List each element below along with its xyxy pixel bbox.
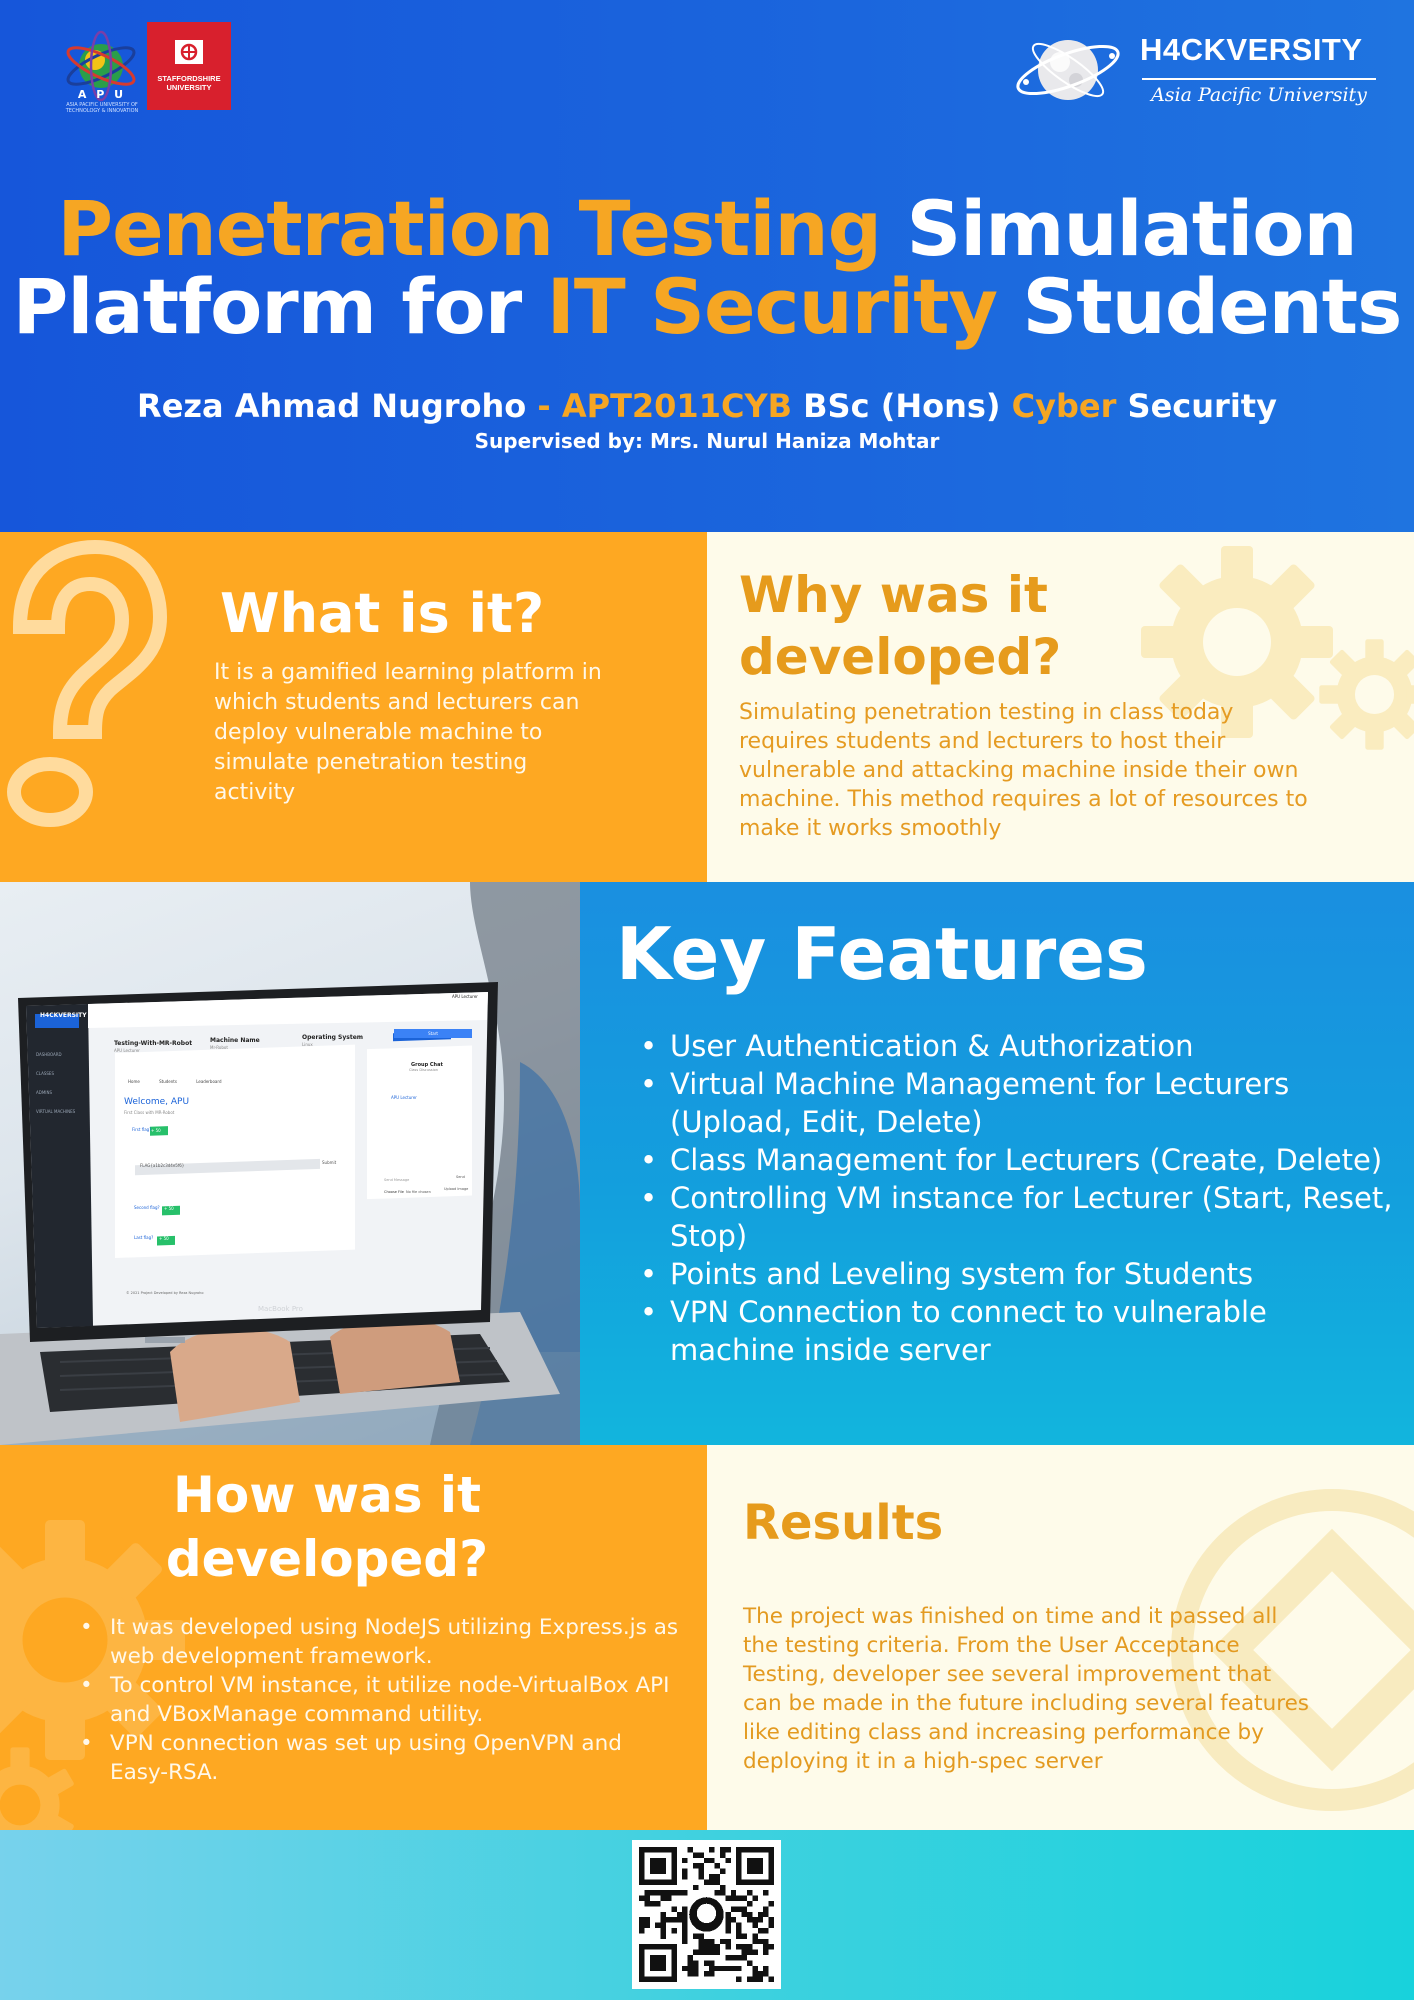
title-highlight-1: Penetration Testing bbox=[57, 184, 881, 273]
screen-chat-title: Group Chat bbox=[411, 1062, 443, 1068]
screen-send: Send bbox=[456, 1175, 465, 1179]
question-mark-icon bbox=[0, 532, 180, 832]
hackversity-title: H4CKVERSITY bbox=[1140, 32, 1363, 67]
how-heading-text: How was it developed? bbox=[165, 1466, 489, 1588]
screen-submit: Submit bbox=[322, 1160, 337, 1165]
screen-nav-classes: CLASSES bbox=[36, 1071, 54, 1076]
screen-class-name: Testing-With-MR-Robot bbox=[114, 1040, 193, 1047]
how-list bbox=[80, 1613, 680, 1787]
title-text-3: Students bbox=[997, 262, 1402, 351]
screen-tab-leaderboard: Leaderboard bbox=[196, 1079, 222, 1084]
features-heading: Key Features bbox=[616, 912, 1148, 996]
screen-user: APU Lecturer bbox=[452, 994, 478, 999]
screen-os-label: Operating System bbox=[302, 1034, 364, 1041]
gear-small-icon bbox=[0, 1745, 80, 1830]
title-text-1: Simulation bbox=[881, 184, 1357, 273]
screen-machine-value: Mr-Robot bbox=[210, 1045, 228, 1050]
how-item: • To control VM instance, it utilize node-VirtualBox API and VBoxManage command utility. bbox=[80, 1671, 680, 1729]
screen-footer-note: © 2021 Project Developed by Reza Nugroho bbox=[126, 1291, 204, 1295]
apu-subtext: ASIA PACIFIC UNIVERSITY OF TECHNOLOGY & INNOVATION bbox=[65, 102, 139, 114]
staffordshire-logo bbox=[147, 22, 231, 110]
laptop-photo bbox=[0, 882, 580, 1445]
why-heading: Why was it developed? bbox=[739, 566, 1062, 686]
what-is-it-panel bbox=[0, 532, 707, 882]
title-highlight-2: IT Security bbox=[546, 262, 998, 351]
screen-chat-sub: Class Discussion bbox=[409, 1068, 438, 1072]
feature-item: • Class Management for Lecturers (Create, Delete) bbox=[640, 1141, 1400, 1179]
staffordshire-name: STAFFORDSHIRE UNIVERSITY bbox=[157, 74, 221, 92]
hackversity-subtitle: Asia Pacific University bbox=[1151, 84, 1367, 106]
screen-tabs bbox=[128, 1079, 221, 1084]
gear-small-icon bbox=[1317, 637, 1414, 752]
author-name: Reza Ahmad Nugroho bbox=[137, 387, 527, 425]
what-body: It is a gamified learning platform in which students and lecturers can deploy vulnerable machine to simulate penetration testing activity bbox=[214, 660, 602, 805]
degree-end: Security bbox=[1116, 387, 1277, 425]
title-line-1 bbox=[0, 184, 1414, 273]
why-body: Simulating penetration testing in class today requires students and lecturers to host their vulnerable and attacking machine inside their own machine. This method requires a lot of resources to make it works smoothly bbox=[739, 700, 1308, 841]
screen-class-sub: APU Lecturer bbox=[114, 1048, 140, 1053]
apu-wordmark: A P U bbox=[77, 88, 127, 101]
laptop-illustration bbox=[0, 882, 580, 1445]
how-item: • It was developed using NodeJS utilizing Express.js as web development framework. bbox=[80, 1613, 680, 1671]
screen-flag-3: Last flag? bbox=[134, 1235, 154, 1240]
qr-code-icon[interactable] bbox=[632, 1840, 781, 1989]
results-panel bbox=[707, 1445, 1414, 1830]
results-heading: Results bbox=[743, 1495, 944, 1551]
hackversity-divider bbox=[1142, 78, 1376, 80]
screen-flag-2: Second flag? bbox=[134, 1205, 160, 1210]
screen-flag-1-badge: + 50 bbox=[151, 1128, 161, 1133]
how-developed-panel bbox=[0, 1445, 707, 1830]
header-banner bbox=[0, 0, 1414, 532]
staffordshire-crest-icon bbox=[173, 38, 205, 66]
screen-choose-file: Choose File bbox=[384, 1190, 404, 1194]
degree-start: BSc (Hons) bbox=[792, 387, 1012, 425]
qr-code-pattern bbox=[639, 1847, 774, 1982]
screen-tab-students: Students bbox=[159, 1079, 177, 1084]
feature-item: • User Authentication & Authorization bbox=[640, 1027, 1400, 1065]
title-text-2: Platform for bbox=[12, 262, 547, 351]
screen-nav-dashboard: DASHBOARD bbox=[36, 1052, 62, 1057]
screen-sidebar bbox=[36, 1045, 75, 1121]
what-heading: What is it? bbox=[220, 582, 545, 645]
byline-separator: - bbox=[526, 387, 562, 425]
supervisor-line: Supervised by: Mrs. Nurul Haniza Mohtar bbox=[474, 429, 940, 453]
how-item: • VPN connection was set up using OpenVPN and Easy-RSA. bbox=[80, 1729, 680, 1787]
results-body: The project was finished on time and it passed all the testing criteria. From the User Acceptance Testing, developer see several improvement that can be made in the future including several features like editing class and increasing performance by deploying it in a high-spec server bbox=[743, 1604, 1310, 1774]
hackversity-planet-icon bbox=[1012, 20, 1124, 120]
screen-chat-input: Send Message bbox=[384, 1178, 410, 1182]
poster-title bbox=[0, 184, 1414, 351]
screen-tab-home: Home bbox=[128, 1079, 140, 1084]
title-line-2 bbox=[0, 262, 1414, 351]
screen-flag-2-badge: + 50 bbox=[164, 1206, 174, 1211]
screen-nav-admins: ADMINS bbox=[36, 1090, 52, 1095]
screen-chat-user: APU Lecturer bbox=[391, 1095, 417, 1100]
key-features-panel bbox=[580, 882, 1414, 1445]
screen-flag-3-badge: + 50 bbox=[159, 1236, 169, 1241]
feature-item: • VPN Connection to connect to vulnerable machine inside server bbox=[640, 1293, 1400, 1369]
screen-welcome: Welcome, APU bbox=[124, 1097, 190, 1107]
screen-flag-value: FLAG{a1b2c3d4e5f6} bbox=[140, 1163, 185, 1168]
screen-os-value: Linux bbox=[302, 1042, 313, 1047]
feature-item: • Controlling VM instance for Lecturer (Start, Reset, Stop) bbox=[640, 1179, 1400, 1255]
why-developed-panel bbox=[707, 532, 1414, 882]
screen-machine-label: Machine Name bbox=[210, 1037, 260, 1044]
feature-item: • Points and Leveling system for Students bbox=[640, 1255, 1400, 1293]
screen-upload: Upload Image bbox=[444, 1187, 469, 1191]
features-list bbox=[640, 1027, 1400, 1369]
screen-nav-vms: VIRTUAL MACHINES bbox=[36, 1109, 76, 1114]
screen-brand: H4CKVERSITY bbox=[40, 1012, 87, 1019]
author-byline bbox=[0, 387, 1414, 425]
screen-flag-1: First flag? bbox=[132, 1127, 152, 1132]
how-heading bbox=[0, 1463, 654, 1591]
degree-highlight: Cyber bbox=[1011, 387, 1117, 425]
screen-no-file: No file chosen bbox=[406, 1190, 431, 1194]
student-id: APT2011CYB bbox=[561, 387, 792, 425]
feature-item: • Virtual Machine Management for Lecturers (Upload, Edit, Delete) bbox=[640, 1065, 1400, 1141]
screen-start-button: Start bbox=[394, 1029, 472, 1038]
screen-welcome-sub: First Class with MR-Robot bbox=[124, 1110, 175, 1115]
device-label: MacBook Pro bbox=[258, 1305, 303, 1313]
